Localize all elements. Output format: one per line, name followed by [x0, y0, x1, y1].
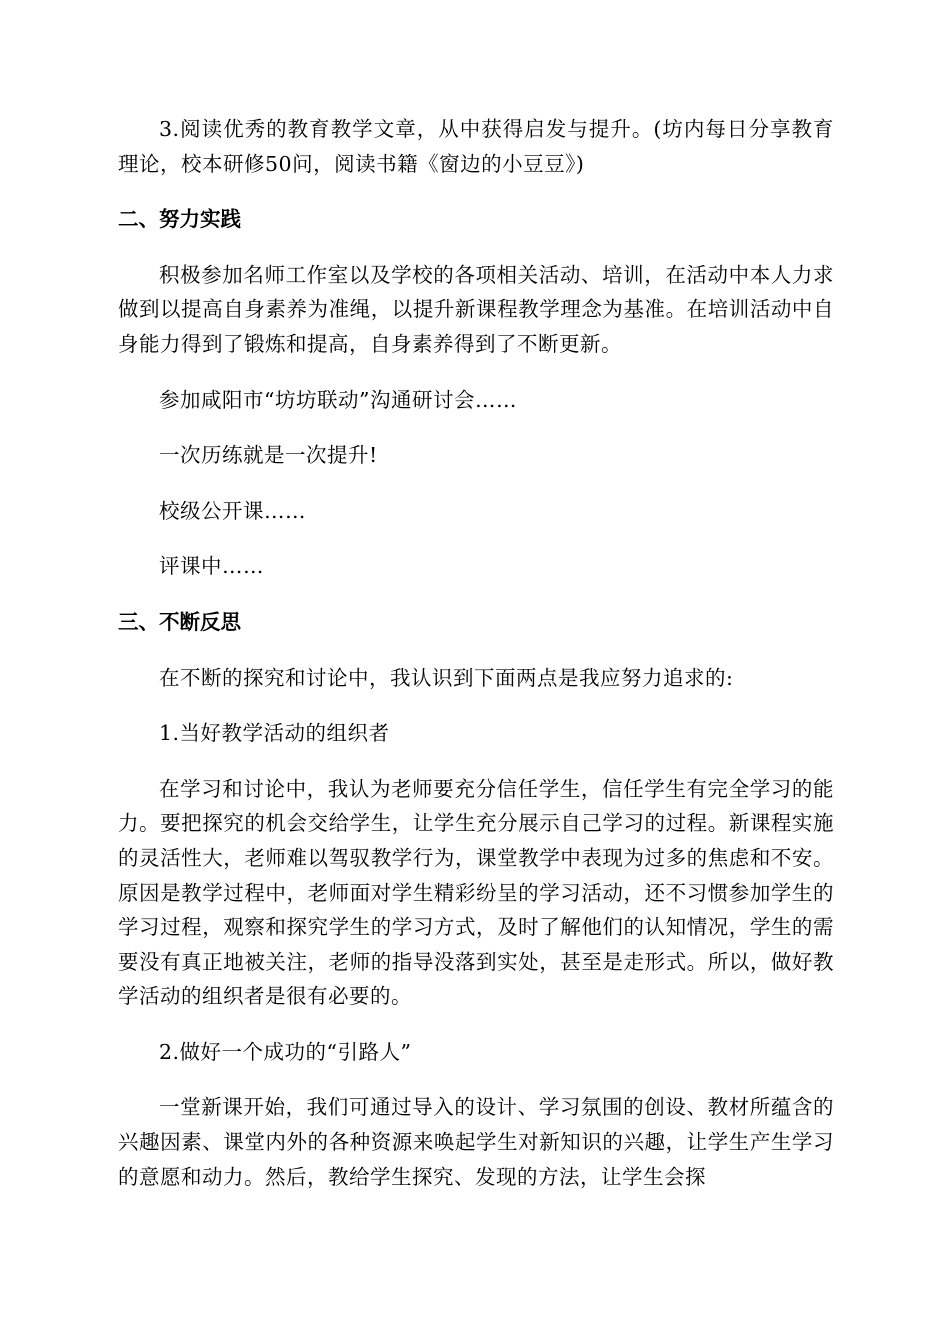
heading-practice: 二、努力实践: [118, 207, 241, 232]
heading-reflection: 三、不断反思: [118, 609, 241, 634]
paragraph-participation: 积极参加名师工作室以及学校的各项相关活动、培训，在活动中本人力求做到以提高自身素养为准绳，以提升新课程教学理念为基准。在培训活动中自身能力得到了锻炼和提高，自身素养得到了不断更新。: [118, 262, 834, 356]
document-page: [118, 112, 834, 1194]
paragraph-seminar: 参加咸阳市“坊坊联动”沟通研讨会……: [159, 387, 517, 412]
paragraph-evaluation: 评课中……: [159, 554, 264, 579]
paragraph-point-one-title: 1.当好教学活动的组织者: [159, 721, 390, 746]
paragraph-point-two-body: 一堂新课开始，我们可通过导入的设计、学习氛围的创设、教材所蕴含的兴趣因素、课堂内外的各种资源来唤起学生对新知识的兴趣，让学生产生学习的意愿和动力。然后，教给学生探究、发现的方法，让学生会探: [118, 1095, 834, 1189]
paragraph-experience: 一次历练就是一次提升!: [159, 443, 378, 468]
paragraph-reading-articles: 3.阅读优秀的教育教学文章，从中获得启发与提升。(坊内每日分享教育理论，校本研修50问，阅读书籍《窗边的小豆豆》): [118, 117, 834, 176]
paragraph-point-two-title: 2.做好一个成功的“引路人”: [159, 1039, 412, 1064]
paragraph-point-one-body: 在学习和讨论中，我认为老师要充分信任学生，信任学生有完全学习的能力。要把探究的机会交给学生，让学生充分展示自己学习的过程。新课程实施的灵活性大，老师难以驾驭教学行为，课堂教学中表现为过多的焦虑和不安。原因是教学过程中，老师面对学生精彩纷呈的学习活动，还不习惯参加学生的学习过程，观察和探究学生的学习方式，及时了解他们的认知情况，学生的需要没有真正地被关注，老师的指导没落到实处，甚至是走形式。所以，做好教学活动的组织者是很有必要的。: [118, 776, 834, 1009]
paragraph-open-class: 校级公开课……: [159, 498, 306, 523]
paragraph-reflection-intro: 在不断的探究和讨论中，我认识到下面两点是我应努力追求的:: [159, 665, 734, 690]
